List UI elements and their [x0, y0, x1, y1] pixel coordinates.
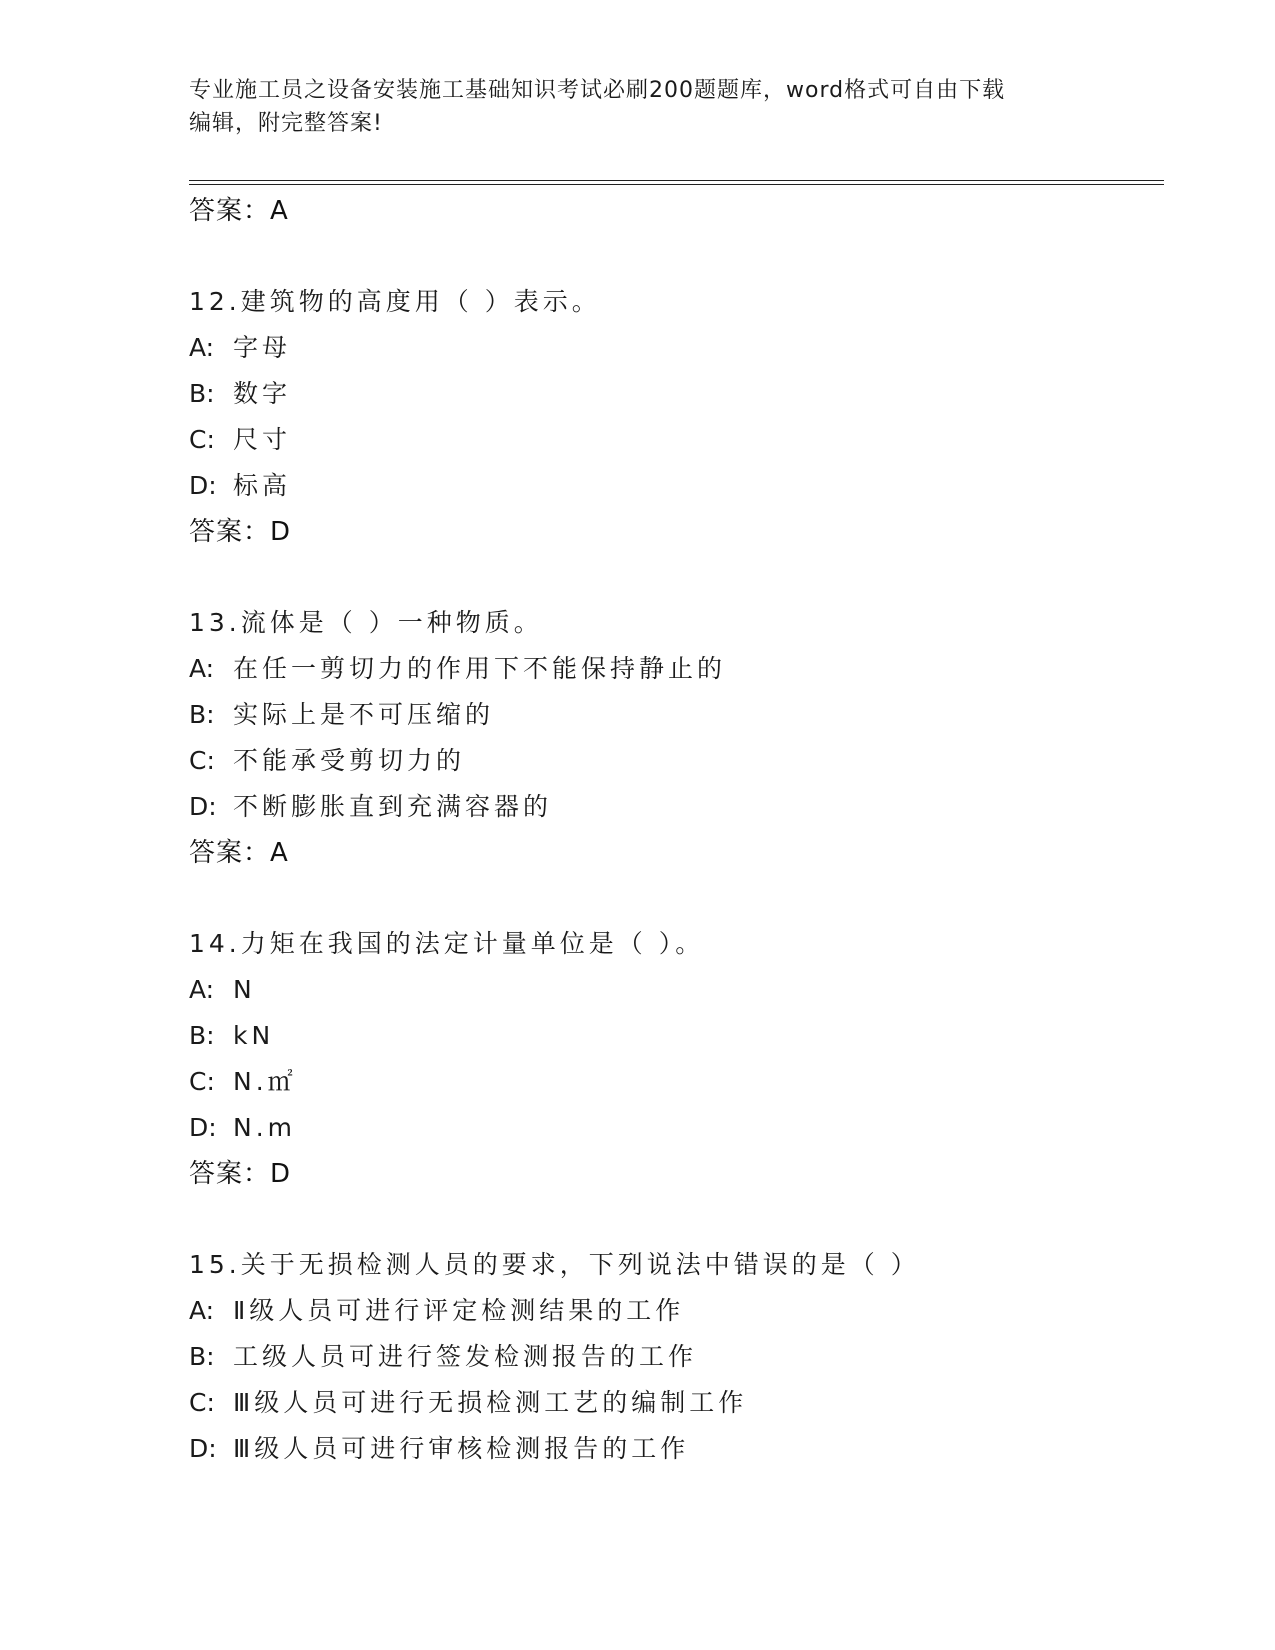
spacer [189, 234, 1164, 279]
option-text: 不能承受剪切力的 [233, 746, 466, 775]
option-text: 在任一剪切力的作用下不能保持静止的 [233, 654, 727, 683]
option-text: N [233, 975, 256, 1004]
option-text: Ⅲ级人员可进行审核检测报告的工作 [233, 1434, 690, 1463]
option-a [189, 967, 1164, 1013]
option-c [189, 1059, 1164, 1105]
spacer [189, 1197, 1164, 1242]
option-key: A: [189, 975, 215, 1004]
answer-line: 答案：A [189, 838, 289, 868]
answer-line: 答案：D [189, 517, 292, 547]
option-key: C: [189, 1067, 215, 1096]
option-key: B: [189, 1342, 215, 1371]
question-block-13 [189, 600, 1164, 876]
option-key: B: [189, 1021, 215, 1050]
question-stem: 13.流体是（ ）一种物质。 [189, 608, 543, 637]
option-c [189, 738, 1164, 784]
question-block-12 [189, 279, 1164, 555]
question-block-15 [189, 1242, 1164, 1472]
option-a [189, 1288, 1164, 1334]
option-text: 尺寸 [233, 425, 292, 454]
option-key: B: [189, 700, 215, 729]
header-line-2: 编辑，附完整答案! [189, 111, 383, 136]
question-stem: 12.建筑物的高度用（ ）表示。 [189, 287, 601, 316]
option-text: 数字 [233, 379, 292, 408]
question-stem: 14.力矩在我国的法定计量单位是（ ）。 [189, 929, 705, 958]
spacer [189, 876, 1164, 921]
option-text: 字母 [233, 333, 292, 362]
option-key: D: [189, 471, 217, 500]
option-key: C: [189, 1388, 215, 1417]
option-key: A: [189, 1296, 215, 1325]
option-text: 标高 [233, 471, 292, 500]
option-c [189, 417, 1164, 463]
option-text: 实际上是不可压缩的 [233, 700, 495, 729]
answer-line: 答案：D [189, 1159, 292, 1189]
option-key: A: [189, 654, 215, 683]
option-b [189, 1334, 1164, 1380]
option-d [189, 1105, 1164, 1151]
option-d [189, 1426, 1164, 1472]
option-text: 不断膨胀直到充满容器的 [233, 792, 553, 821]
option-key: C: [189, 746, 215, 775]
header-rule-top [189, 180, 1164, 181]
question-stem: 15.关于无损检测人员的要求，下列说法中错误的是（ ） [189, 1250, 920, 1279]
option-a [189, 646, 1164, 692]
question-block-14 [189, 921, 1164, 1197]
option-text: 工级人员可进行签发检测报告的工作 [233, 1342, 698, 1371]
option-text: N.㎡ [233, 1067, 297, 1096]
option-key: C: [189, 425, 215, 454]
document-header [189, 74, 1069, 140]
question-list [189, 188, 1164, 1472]
option-key: B: [189, 379, 215, 408]
option-key: D: [189, 1434, 217, 1463]
option-key: A: [189, 333, 215, 362]
option-b [189, 1013, 1164, 1059]
previous-answer: 答案：A [189, 196, 289, 226]
header-line-1: 专业施工员之设备安装施工基础知识考试必刷200题题库，word格式可自由下载 [189, 78, 1006, 103]
option-text: kN [233, 1021, 275, 1050]
option-b [189, 692, 1164, 738]
option-b [189, 371, 1164, 417]
option-d [189, 463, 1164, 509]
option-key: D: [189, 1113, 217, 1142]
option-key: D: [189, 792, 217, 821]
spacer [189, 555, 1164, 600]
option-d [189, 784, 1164, 830]
header-rule-bottom [189, 184, 1164, 185]
option-a [189, 325, 1164, 371]
option-text: Ⅱ级人员可进行评定检测结果的工作 [233, 1296, 685, 1325]
option-text: Ⅲ级人员可进行无损检测工艺的编制工作 [233, 1388, 748, 1417]
option-text: N.m [233, 1113, 297, 1142]
option-c [189, 1380, 1164, 1426]
